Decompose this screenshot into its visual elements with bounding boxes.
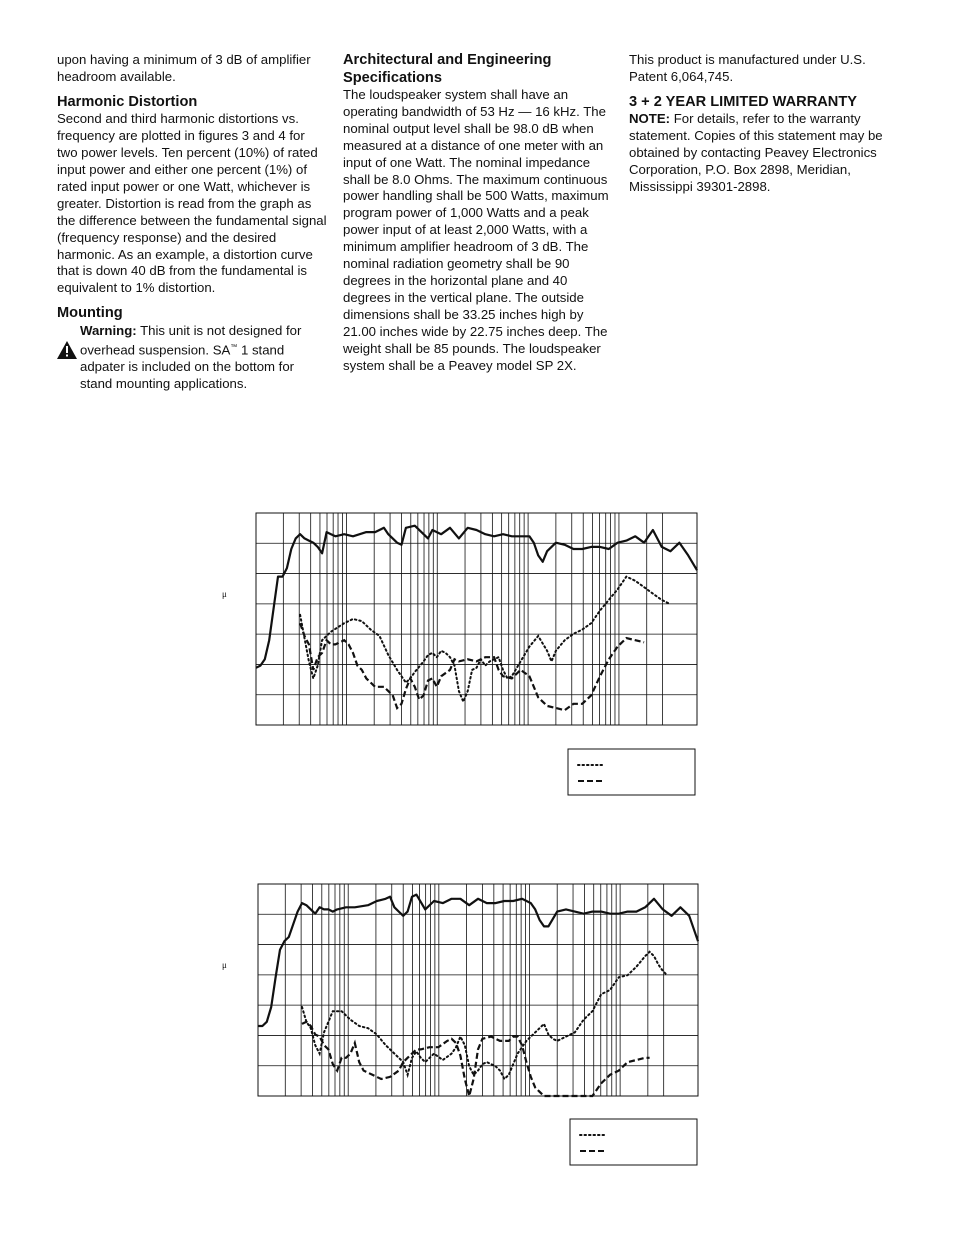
note-label: NOTE: <box>629 111 671 127</box>
distortion-chart-1 <box>200 505 710 805</box>
plot-frame <box>258 884 698 1096</box>
legend-box <box>570 1119 697 1165</box>
note-text: For details, refer to the warranty statement. Copies of this statement may be obtained by contacting Peavey Electronics Corporation, P.O. Box 2898, Meridian, Mississippi 39301-2898. <box>629 111 883 194</box>
second-harmonic-curve <box>302 1022 650 1096</box>
plot-frame <box>256 513 697 725</box>
harmonic-distortion-body: Second and third harmonic distortions vs. frequency are plotted in figures 3 and 4 for two power levels. Ten percent (10%) of rated input power and either one percent (1%) of rated input power or one Watt, whichever is greater. Distortion is read from the graph as the difference between the fundamental signal (frequency response) and the desired harmonic. As an example, a distortion curve that is down 40 dB from the fundamental is equivalent to 1% distortion. <box>57 111 327 296</box>
specs-heading: Architectural and Engineering Specifications <box>343 52 552 86</box>
axis-symbol-label: μ <box>222 589 227 599</box>
axis-symbol-label: μ <box>222 960 227 970</box>
warranty-heading: 3 + 2 YEAR LIMITED WARRANTY <box>629 93 857 110</box>
warning-triangle-icon <box>57 341 77 359</box>
mounting-heading: Mounting <box>57 305 123 322</box>
warranty-note <box>629 111 891 196</box>
mounting-warning <box>57 323 327 393</box>
warning-text-part1: This unit is not designed for overhead suspension. SA <box>80 322 302 358</box>
trademark-symbol: ™ <box>230 343 238 351</box>
distortion-chart-1-svg <box>200 505 710 805</box>
intro-text: upon having a minimum of 3 dB of amplifier headroom available. <box>57 52 311 84</box>
specs-body: The loudspeaker system shall have an operating bandwidth of 53 Hz — 16 kHz. The nominal output level shall be 98.0 dB when measured at a distance of one meter with an input of one Watt. The nominal impedance shall be 8.0 Ohms. The maximum continuous power handling shall be 500 Watts, maximum program power of 1,000 Watts and a peak power input of at least 2,000 Watts, with a minimum amplifier headroom of 3 dB. The nominal radiation geometry shall be 90 degrees in the horizontal plane and 40 degrees in the vertical plane. The outside dimensions shall be 33.25 inches high by 21.00 inches wide by 22.75 inches deep. The weight shall be 85 pounds. The loudspeaker system shall be a Peavey model SP 2X. <box>343 87 609 373</box>
column-left <box>57 52 327 393</box>
warning-text-part2: 1 stand adpater is included on the bottom for stand mounting applications. <box>80 342 295 391</box>
harmonic-distortion-heading: Harmonic Distortion <box>57 93 198 110</box>
warning-label: Warning: <box>80 322 137 338</box>
distortion-chart-2 <box>200 875 710 1175</box>
fundamental-curve <box>256 526 697 668</box>
distortion-chart-2-svg <box>200 875 710 1175</box>
patent-text: This product is manufactured under U.S. Patent 6,064,745. <box>629 52 866 84</box>
column-middle <box>343 52 615 374</box>
legend-box <box>568 749 695 795</box>
column-right <box>629 52 891 196</box>
third-harmonic-curve <box>302 952 667 1079</box>
